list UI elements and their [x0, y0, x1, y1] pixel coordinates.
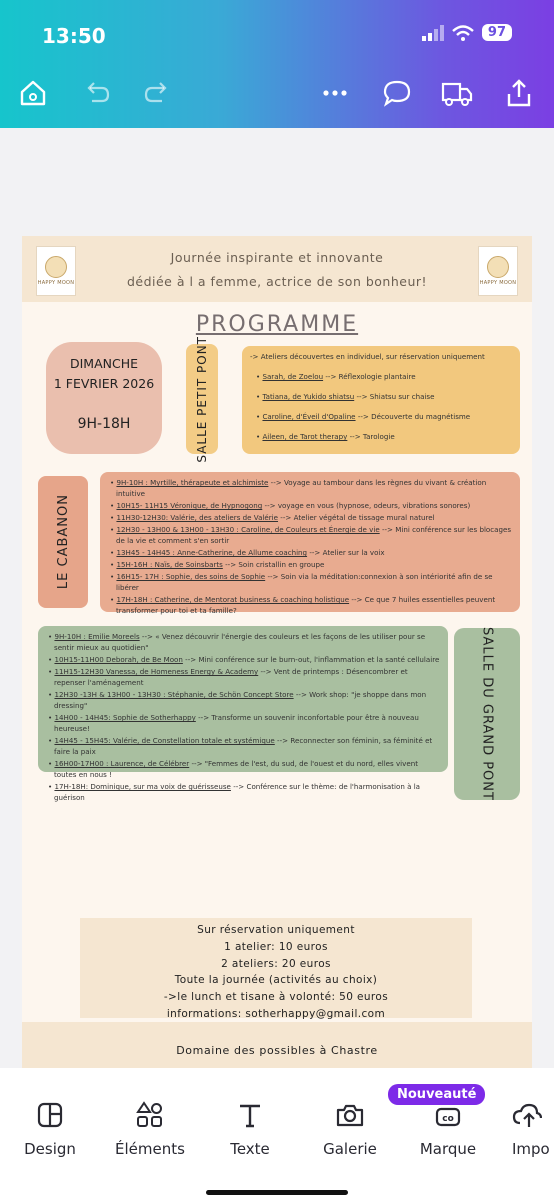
speaker-name: Tatiana, de Yukido shiatsu: [262, 392, 355, 401]
status-indicators: [422, 24, 512, 41]
tool-brand[interactable]: co Marque: [398, 1098, 498, 1158]
pricing-line: Sur réservation uniquement: [197, 924, 355, 936]
battery-indicator: 97: [482, 24, 512, 41]
bullet-icon: •: [256, 372, 263, 381]
header-line-1: Journée inspirante et innovante: [170, 250, 384, 265]
activity-description: --> Atelier sur la voix: [307, 548, 385, 557]
camera-icon: [300, 1098, 400, 1132]
activity-description: --> Atelier végétal de tissage mural naturel: [278, 513, 435, 522]
logo-text: HAPPY MOON: [479, 280, 517, 286]
activity-description: --> Découverte du magnétisme: [355, 412, 471, 421]
speaker-name: 14H45 - 15H45: Valérie, de Constellation totale et systémique: [54, 736, 275, 745]
activity-description: --> Soin cristallin en groupe: [222, 560, 325, 569]
import-icon: [512, 1098, 554, 1132]
list-item: [250, 431, 512, 442]
bullet-icon: •: [256, 392, 263, 401]
speaker-name: 12H30 - 13H00 & 13H00 - 13H30 : Caroline, de Couleurs et Énergie de vie: [116, 525, 380, 534]
speaker-name: 10H15- 11H15 Véronique, de Hypnogong: [116, 501, 263, 510]
list-item: [250, 371, 512, 382]
bullet-icon: •: [48, 690, 55, 699]
bullet-icon: •: [110, 513, 117, 522]
editor-canvas[interactable]: [0, 128, 554, 1068]
home-indicator: [206, 1190, 348, 1195]
bottom-toolbar: [0, 1068, 554, 1200]
salle-grand-pont-label: SALLE DU GRAND PONT: [454, 628, 520, 800]
activity-description: --> "Femmes de l'est, du sud, de l'ouest et du nord, elles vivent toutes en nous !: [54, 759, 418, 779]
bullet-icon: •: [48, 736, 55, 745]
activity-description: --> Voyage au tambour dans les règnes du vivant & création intuitive: [116, 478, 487, 498]
tool-elements[interactable]: Éléments: [100, 1098, 200, 1158]
activity-description: --> Reconnecter son féminin, sa féminité et faire la paix: [54, 736, 433, 756]
logo-right: [478, 246, 518, 296]
bullet-icon: •: [110, 595, 117, 604]
new-badge: Nouveauté: [388, 1084, 485, 1105]
activity-description: --> Vent de printemps : Désencombrer et repenser l'aménagement: [54, 667, 408, 687]
bullet-icon: •: [256, 432, 263, 441]
date-date: 1 FEVRIER 2026: [53, 376, 155, 391]
list-item: [46, 631, 440, 653]
list-item: [250, 391, 512, 402]
date-hours: 9H-18H: [77, 416, 131, 432]
speaker-name: 11H30-12H30: Valérie, des ateliers de Valérie: [116, 513, 279, 522]
speaker-name: 9H-10H : Emilie Moreels: [54, 632, 140, 641]
comment-icon[interactable]: [380, 76, 414, 110]
tool-design[interactable]: Design: [0, 1098, 100, 1158]
pricing-line: ->le lunch et tisane à volonté: 50 euros: [163, 991, 389, 1004]
home-icon[interactable]: [16, 76, 50, 110]
speaker-name: 15H-16H : Naïs, de Soinsbarts: [116, 560, 223, 569]
activity-description: --> Mini conférence sur les blocages de la vie et comment s'en sortir: [116, 525, 512, 545]
wifi-icon: [452, 25, 474, 41]
list-item: [46, 781, 440, 803]
pricing-line: 1 atelier: 10 euros: [224, 940, 328, 953]
activity-description: --> Ce que 7 huiles essentielles peuvent transformer pour toi et ta famille?: [116, 595, 496, 615]
share-icon[interactable]: [502, 76, 536, 110]
truck-icon[interactable]: [440, 76, 474, 110]
bullet-icon: •: [110, 548, 117, 557]
intro-text: -> Ateliers découvertes en individuel, sur réservation uniquement: [250, 352, 485, 361]
moon-icon: [487, 256, 509, 278]
signal-icon: [422, 25, 444, 41]
svg-text:co: co: [442, 1114, 454, 1124]
more-icon[interactable]: [318, 76, 352, 110]
list-item: [108, 547, 512, 558]
list-item: [108, 477, 512, 499]
redo-icon[interactable]: [140, 76, 174, 110]
status-time: 13:50: [42, 24, 106, 48]
bullet-icon: •: [48, 782, 55, 791]
list-item: [46, 758, 440, 780]
speaker-name: 16H00-17H00 : Laurence, de Célébrer: [54, 759, 190, 768]
list-item: [108, 594, 512, 616]
activity-description: --> Soin via la méditation:connexion à son intériorité afin de se libérer: [116, 572, 493, 592]
list-item: [108, 500, 512, 511]
programme-title: PROGRAMME: [195, 312, 359, 337]
speaker-name: 9H-10H : Myrtille, thérapeute et alchimiste: [116, 478, 269, 487]
activity-description: --> Tarologie: [347, 432, 395, 441]
le-cabanon-panel: [100, 472, 520, 615]
pricing-box: [80, 918, 472, 1018]
activity-description: --> voyage en vous (hypnose, odeurs, vibrations sonores): [262, 501, 471, 510]
speaker-name: 11H15-12H30 Vanessa, de Homeness Energy & Academy: [54, 667, 259, 676]
poster-header: [22, 236, 532, 302]
list-item: [108, 524, 512, 546]
undo-icon[interactable]: [80, 76, 114, 110]
speaker-name: 13H45 - 14H45 : Anne-Catherine, de Allume coaching: [116, 548, 308, 557]
bullet-icon: •: [110, 525, 117, 534]
moon-icon: [45, 256, 67, 278]
bullet-icon: •: [48, 713, 55, 722]
list-item: [46, 654, 440, 665]
speaker-name: Aileen, de Tarot therapy: [262, 432, 348, 441]
speaker-name: 16H15- 17H : Sophie, des soins de Sophie: [116, 572, 266, 581]
activity-description: --> Réflexologie plantaire: [323, 372, 416, 381]
salle-grand-pont-panel: [38, 626, 448, 802]
bullet-icon: •: [110, 560, 117, 569]
bullet-icon: •: [110, 478, 117, 487]
activity-description: --> Shiatsu sur chaise: [354, 392, 435, 401]
design-icon: [0, 1098, 100, 1132]
salle-petit-pont-label: SALLE PETIT PONT: [186, 344, 218, 454]
text-icon: [200, 1098, 300, 1132]
speaker-name: Caroline, d'Éveil d'Opaline: [262, 412, 356, 421]
list-item: [108, 571, 512, 593]
activity-description: --> Mini conférence sur le burn-out, l'inflammation et la santé cellulaire: [182, 655, 440, 664]
activity-description: --> Transforme un souvenir inconfortable pour être à nouveau heureuse!: [54, 713, 419, 733]
date-day: DIMANCHE: [69, 356, 139, 371]
pricing-line: 2 ateliers: 20 euros: [221, 957, 331, 970]
pricing-line: informations: sotherhappy@gmail.com: [166, 1007, 386, 1020]
activity-description: --> Work shop: "je shoppe dans mon dressing": [54, 690, 427, 710]
speaker-name: 10H15-11H00 Deborah, de Be Moon: [54, 655, 183, 664]
bullet-icon: •: [48, 667, 55, 676]
header-line-2: dédiée à l a femme, actrice de son bonheur!: [126, 274, 428, 289]
list-item: [250, 411, 512, 422]
bullet-icon: •: [48, 632, 55, 641]
tool-gallery[interactable]: Galerie: [300, 1098, 400, 1158]
elements-icon: [100, 1098, 200, 1132]
speaker-name: 14H00 - 14H45: Sophie de Sotherhappy: [54, 713, 196, 722]
logo-left: [36, 246, 76, 296]
list-item: [46, 712, 440, 734]
bullet-icon: •: [48, 759, 55, 768]
bullet-icon: •: [256, 412, 263, 421]
top-toolbar: [0, 0, 554, 128]
list-item: [46, 689, 440, 711]
bullet-icon: •: [48, 655, 55, 664]
bullet-icon: •: [110, 572, 117, 581]
list-item: [46, 735, 440, 757]
date-box: [46, 342, 162, 454]
brand-icon: [398, 1098, 498, 1132]
footer-text: Domaine des possibles à Chastre: [176, 1044, 378, 1057]
list-item: [108, 512, 512, 523]
design-page[interactable]: [22, 236, 532, 1084]
le-cabanon-label: LE CABANON: [38, 476, 88, 608]
tool-text[interactable]: Texte: [200, 1098, 300, 1158]
salle-petit-pont-panel: [242, 346, 520, 454]
tool-import[interactable]: Impo: [498, 1098, 554, 1158]
activity-description: --> « Venez découvrir l'énergie des couleurs et les façons de les utiliser pour se sentir mieux au quotidien": [54, 632, 426, 652]
pricing-line: Toute la journée (activités au choix): [174, 974, 378, 987]
speaker-name: 17H-18H : Catherine, de Mentorat business & coaching holistique: [116, 595, 350, 604]
list-item: [108, 559, 512, 570]
activity-description: --> Conférence sur le thème: de l'harmonisation à la guérison: [54, 782, 421, 802]
logo-text: HAPPY MOON: [37, 280, 75, 286]
speaker-name: 17H-18H: Dominique, sur ma voix de guérisseuse: [54, 782, 231, 791]
speaker-name: 12H30 -13H & 13H00 - 13H30 : Stéphanie, de Schön Concept Store: [54, 690, 294, 699]
list-item: [46, 666, 440, 688]
bullet-icon: •: [110, 501, 117, 510]
speaker-name: Sarah, de Zoelou: [262, 372, 324, 381]
